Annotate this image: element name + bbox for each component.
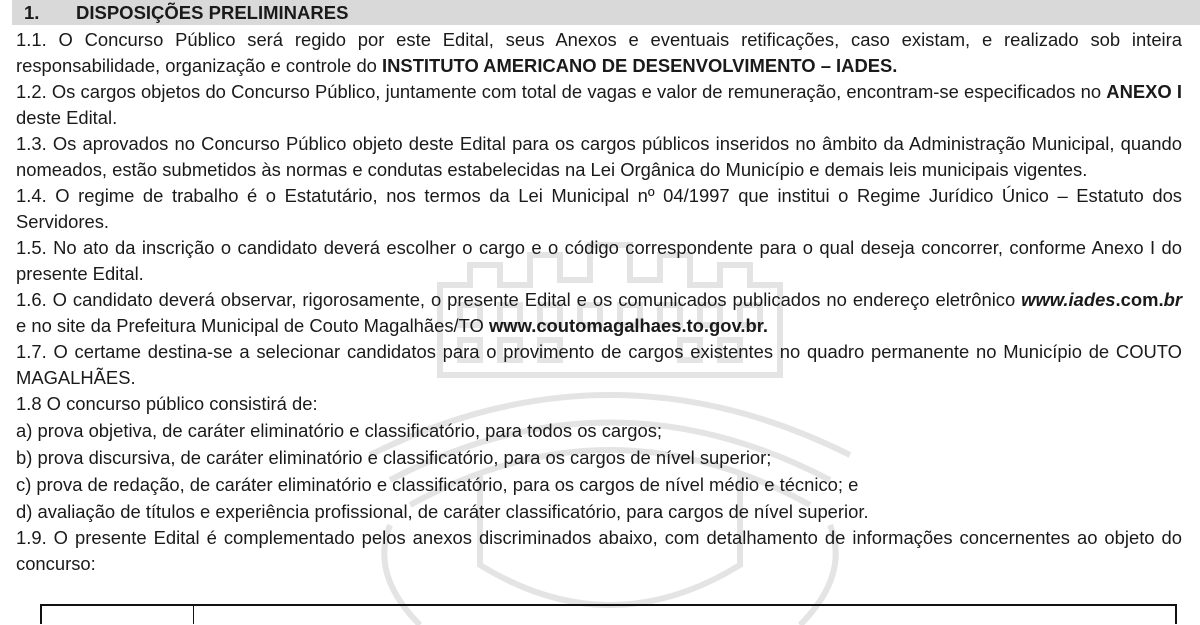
section-content — [16, 27, 1182, 577]
list-item-d: d) avaliação de títulos e experiência profissional, de caráter classificatório, para cargos de nível superior. — [16, 501, 869, 522]
paragraph-1-6 — [16, 287, 1182, 339]
paragraph-text: deste Edital. — [16, 107, 118, 128]
paragraph-text: 1.9. O presente Edital é complementado pelos anexos discriminados abaixo, com detalhamento de informações concernentes ao objeto do concurso: — [16, 527, 1182, 574]
section-header — [12, 0, 1200, 25]
link-text: br — [1163, 289, 1182, 310]
paragraph-text: 1.5. No ato da inscrição o candidato deverá escolher o cargo e o código correspondente para o qual deseja concorrer, conforme Anexo I do presente Edital. — [16, 237, 1182, 284]
list-item-a: a) prova objetiva, de caráter eliminatório e classificatório, para todos os cargos; — [16, 420, 663, 441]
paragraph-text: 1.6. O candidato deverá observar, rigorosamente, o presente Edital e os comunicados publicados no endereço eletrônico — [16, 289, 1022, 310]
paragraph-1-2 — [16, 79, 1182, 131]
link-text: .com. — [1115, 289, 1164, 310]
list-item-b: b) prova discursiva, de caráter eliminatório e classificatório, para os cargos de nível superior; — [16, 447, 772, 468]
annex-reference: ANEXO I — [1106, 81, 1182, 102]
section-number: 1. — [24, 2, 40, 23]
list-item-c: c) prova de redação, de caráter eliminatório e classificatório, para os cargos de nível médio e técnico; e — [16, 474, 859, 495]
paragraph-1-4 — [16, 183, 1182, 235]
paragraph-text: 1.3. Os aprovados no Concurso Público objeto deste Edital para os cargos públicos inseridos no âmbito da Administração Municipal, quando nomeados, estão submetidos às normas e condutas estabelecidas na Lei Orgânica do Município e demais leis municipais vigentes. — [16, 133, 1182, 180]
paragraph-1-1 — [16, 27, 1182, 79]
paragraph-text: e no site da Prefeitura Municipal de Couto Magalhães/TO — [16, 315, 489, 336]
paragraph-1-5 — [16, 235, 1182, 287]
paragraph-text: 1.2. Os cargos objetos do Concurso Público, juntamente com total de vagas e valor de remuneração, encontram-se especificados no — [16, 81, 1107, 102]
paragraph-1-3 — [16, 131, 1182, 183]
paragraph-1-9 — [16, 525, 1182, 577]
paragraph-text: 1.7. O certame destina-se a selecionar candidatos para o provimento de cargos existentes no quadro permanente no Município de COUTO MAGALHÃES. — [16, 341, 1182, 388]
link-text: www.coutomagalhaes.to.gov.br. — [488, 315, 768, 336]
paragraph-1-8: 1.8 O concurso público consistirá de: — [16, 393, 318, 414]
link-text: www.iades — [1021, 289, 1116, 310]
paragraph-text: 1.1. O Concurso Público será regido por este Edital, seus Anexos e eventuais retificações, caso existam, e realizado sob inteira responsabilidade, organização e controle do — [16, 29, 1182, 76]
annex-table — [40, 604, 1177, 624]
paragraph-text: 1.4. O regime de trabalho é o Estatutário, nos termos da Lei Municipal nº 04/1997 que institui o Regime Jurídico Único – Estatuto dos Servidores. — [16, 185, 1182, 232]
prefeitura-website-link[interactable] — [489, 315, 768, 336]
organizer-name: INSTITUTO AMERICANO DE DESENVOLVIMENTO – IADES. — [382, 55, 898, 76]
iades-website-link[interactable] — [1021, 289, 1182, 310]
paragraph-1-7 — [16, 339, 1182, 391]
table-column-divider — [193, 606, 194, 624]
section-title: DISPOSIÇÕES PRELIMINARES — [76, 2, 349, 23]
